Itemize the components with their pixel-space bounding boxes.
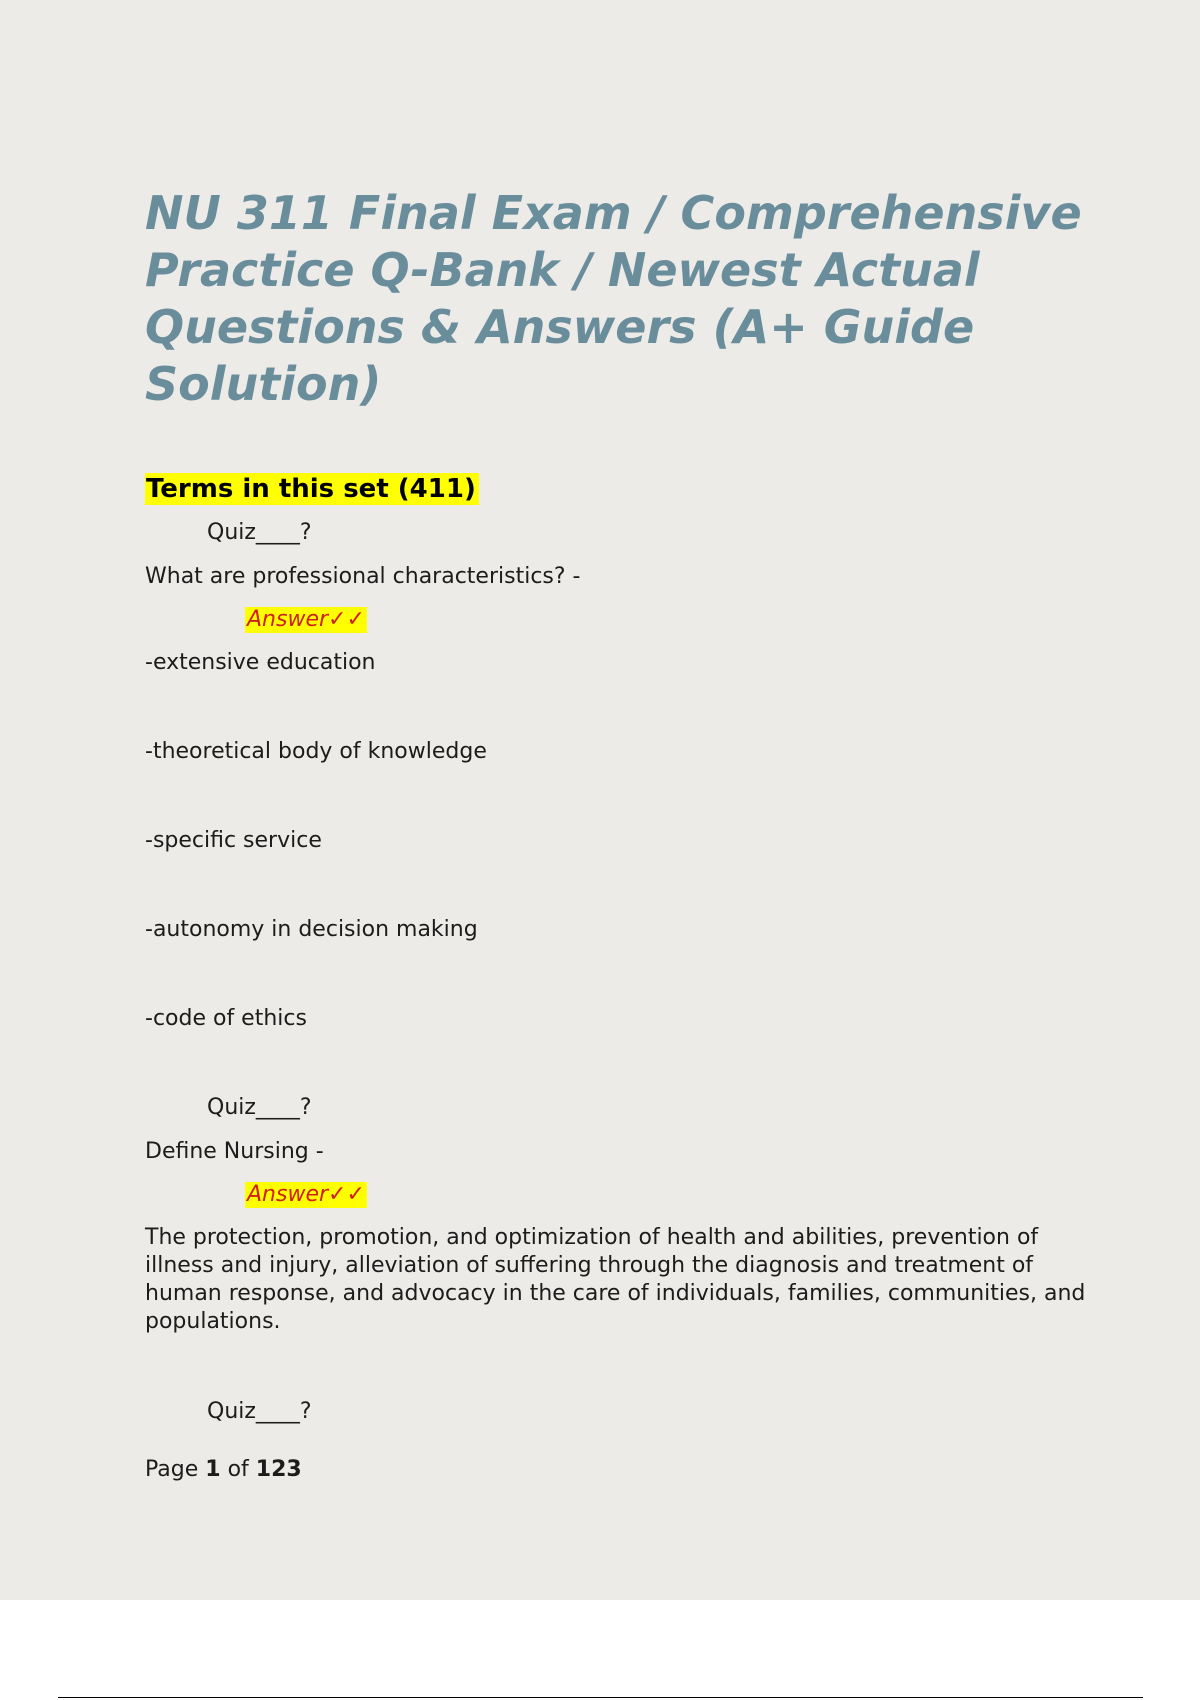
page-number xyxy=(145,1456,1105,1484)
answer-marker xyxy=(245,607,1105,633)
page-word: Page xyxy=(145,1457,199,1482)
current-page-number: 1 xyxy=(205,1457,221,1482)
total-page-count: 123 xyxy=(255,1457,302,1482)
answer-label: Answer✓✓ xyxy=(247,607,365,632)
answer-line: -extensive education xyxy=(145,650,376,675)
answer-line: -specific service xyxy=(145,828,322,853)
answer-line: -code of ethics xyxy=(145,1006,307,1031)
terms-count-heading: Terms in this set (411) xyxy=(145,473,479,505)
answer-line: -autonomy in decision making xyxy=(145,917,478,942)
question-text: What are professional characteristics? - xyxy=(145,564,581,589)
answer-marker xyxy=(245,1182,1105,1208)
answer-label: Answer✓✓ xyxy=(247,1182,365,1207)
page-divider xyxy=(58,1697,1143,1698)
document-title: NU 311 Final Exam / Comprehensive Practice Q-Bank / Newest Actual Questions & Answers (A+ Guide Solution) xyxy=(145,186,1082,411)
of-word: of xyxy=(227,1457,249,1482)
quiz-label: Quiz____? xyxy=(207,1095,312,1120)
page-content xyxy=(145,185,1105,1484)
question-text: Define Nursing - xyxy=(145,1139,324,1164)
quiz-label: Quiz____? xyxy=(207,520,312,545)
quiz-label: Quiz____? xyxy=(207,1399,312,1424)
answer-paragraph: The protection, promotion, and optimization of health and abilities, prevention of illness and injury, alleviation of suffering through the diagnosis and treatment of human response, and advocacy in the care of individuals, families, communities, and populations. xyxy=(145,1225,1093,1334)
answer-line: -theoretical body of knowledge xyxy=(145,739,487,764)
